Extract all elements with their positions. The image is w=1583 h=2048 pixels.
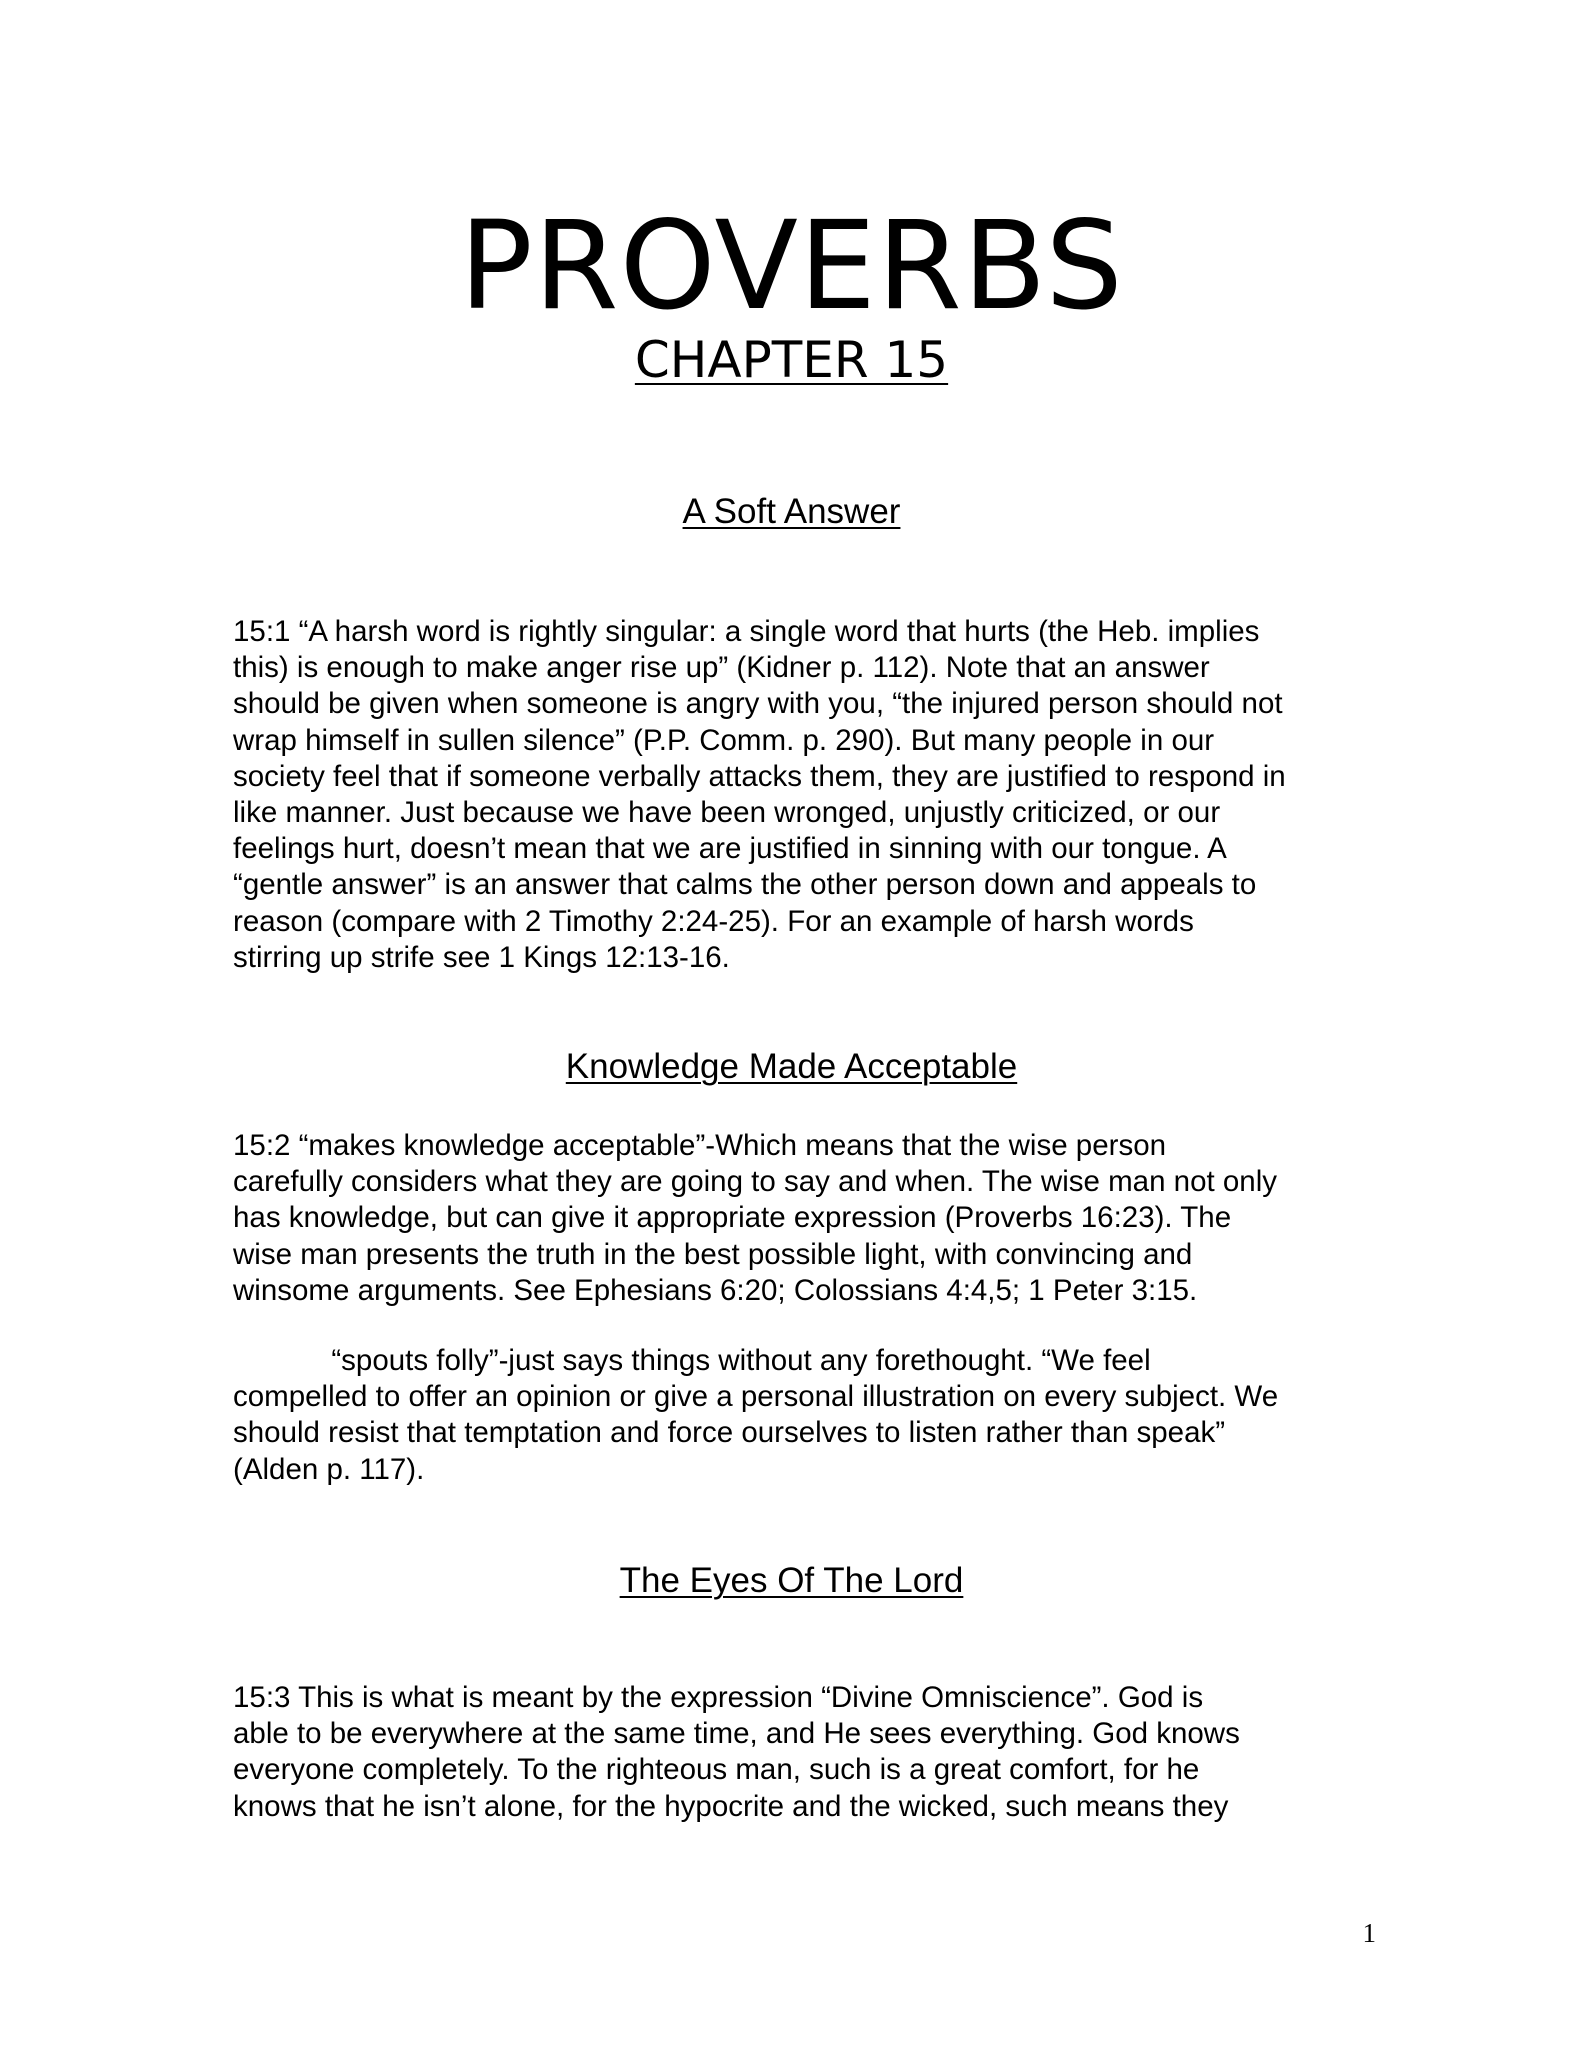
- section-heading-soft-answer: A Soft Answer: [682, 492, 901, 531]
- paragraph-15-2: 15:2 “makes knowledge acceptable”-Which means that the wise person carefully considers what they are going to say and when. The wise man not only has knowledge, but can give it appropriate expression (Proverbs 16:23). The wise man presents the truth in the best possible light, with convincing and winsome arguments. See Ephesians 6:20; Colossians 4:4,5; 1 Peter 3:15.: [233, 1129, 1278, 1307]
- section-heading-knowledge-made-acceptable: Knowledge Made Acceptable: [565, 1047, 1018, 1086]
- paragraph-15-1: 15:1 “A harsh word is rightly singular: a single word that hurts (the Heb. implies this) is enough to make anger rise up” (Kidner p. 112). Note that an answer should be given when someone is angry with you, “the injured person should not wrap himself in sullen silence” (P.P. Comm. p. 290). But many people in our society feel that if someone verbally attacks them, they are justified to respond in like manner. Just because we have been wronged, unjustly criticized, or our feelings hurt, doesn’t mean that we are justified in sinning with our tongue. A “gentle answer” is an answer that calms the other person down and appeals to reason (compare with 2 Timothy 2:24-25). For an example of harsh words stirring up strife see 1 Kings 12:13-16.: [233, 615, 1286, 974]
- chapter-heading: CHAPTER 15: [634, 331, 949, 389]
- section-heading-eyes-of-the-lord: The Eyes Of The Lord: [619, 1561, 964, 1600]
- page-title: PROVERBS: [459, 195, 1124, 337]
- paragraph-spouts-folly: “spouts folly”-just says things without any forethought. “We feel compelled to offer an opinion or give a personal illustration on every subject. We should resist that temptation and force ourselves to listen rather than speak” (Alden p. 117).: [233, 1344, 1279, 1486]
- page-number: 1: [1362, 1918, 1376, 1948]
- paragraph-15-3: 15:3 This is what is meant by the expression “Divine Omniscience”. God is able to be everywhere at the same time, and He sees everything. God knows everyone completely. To the righteous man, such is a great comfort, for he knows that he isn’t alone, for the hypocrite and the wicked, such means they: [233, 1681, 1240, 1823]
